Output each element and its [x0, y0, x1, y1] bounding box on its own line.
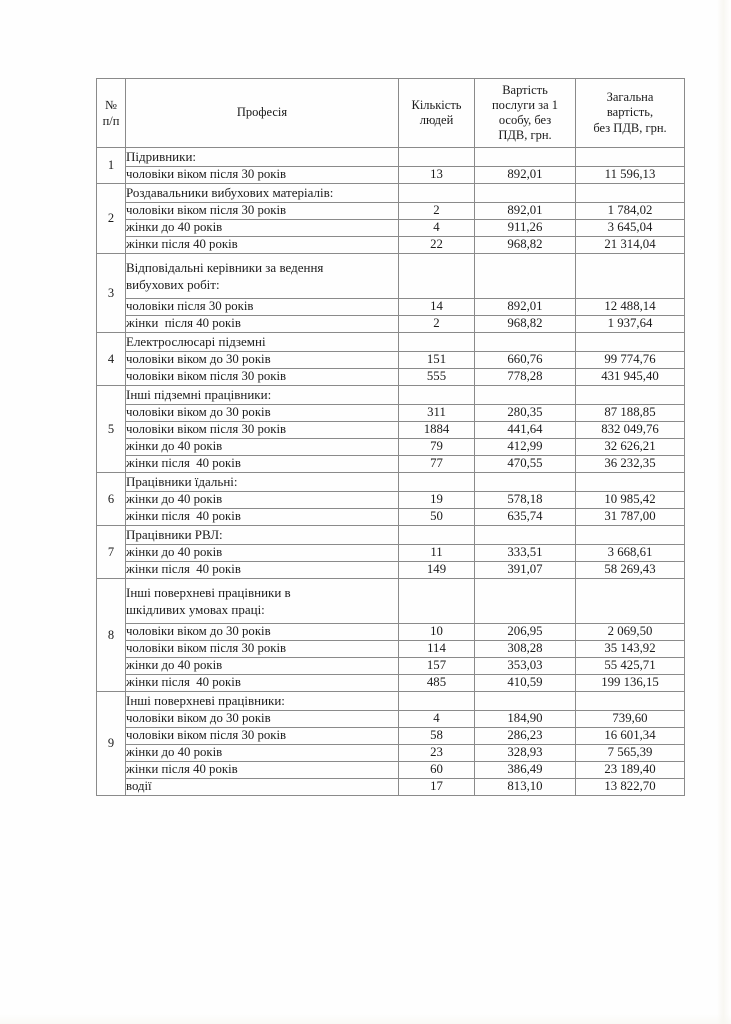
table-row: [97, 202, 685, 219]
row-total-cell: 21 314,04: [576, 236, 685, 253]
table-row: [97, 369, 685, 386]
row-total-cell: 55 425,71: [576, 658, 685, 675]
table-row: [97, 316, 685, 333]
row-count-cell: 311: [399, 405, 475, 422]
group-header-row: [97, 253, 685, 298]
group-title-line: шкідливих умовах праці:: [126, 602, 265, 618]
group-header-row: [97, 333, 685, 352]
row-price-cell: 333,51: [475, 545, 576, 562]
group-header-empty-total-cell: [576, 386, 685, 405]
row-price-cell: 470,55: [475, 456, 576, 473]
group-title-cell: [126, 526, 399, 545]
group-header-row: [97, 692, 685, 711]
row-label-cell: чоловіки після 30 років: [126, 299, 399, 316]
table-row: [97, 352, 685, 369]
group-number-cell: 1: [97, 148, 126, 184]
group-header-empty-total-cell: [576, 526, 685, 545]
row-count-cell: 23: [399, 745, 475, 762]
group-header-empty-price-cell: [475, 253, 576, 298]
table-row: [97, 456, 685, 473]
row-price-cell: 968,82: [475, 236, 576, 253]
group-header-empty-count-cell: [399, 253, 475, 298]
row-total-cell: 1 937,64: [576, 316, 685, 333]
row-label-cell: чоловіки віком до 30 років: [126, 624, 399, 641]
table-row: [97, 711, 685, 728]
row-count-cell: 157: [399, 658, 475, 675]
group-header-empty-price-cell: [475, 386, 576, 405]
row-total-cell: 87 188,85: [576, 405, 685, 422]
row-price-cell: 328,93: [475, 745, 576, 762]
row-label-cell: жінки до 40 років: [126, 439, 399, 456]
row-total-cell: 1 784,02: [576, 202, 685, 219]
column-header-total-line2: вартість,: [606, 105, 654, 120]
row-price-cell: 578,18: [475, 492, 576, 509]
table-row: [97, 762, 685, 779]
row-count-cell: 2: [399, 202, 475, 219]
row-total-cell: 199 136,15: [576, 675, 685, 692]
table-body: [97, 148, 685, 796]
row-count-cell: 50: [399, 509, 475, 526]
column-header-price-line1: Вартість: [502, 82, 548, 97]
table-row: [97, 236, 685, 253]
row-count-cell: 77: [399, 456, 475, 473]
group-header-row: [97, 526, 685, 545]
group-title-cell: [126, 579, 399, 624]
row-total-cell: 3 668,61: [576, 545, 685, 562]
group-header-empty-total-cell: [576, 473, 685, 492]
group-header-empty-count-cell: [399, 183, 475, 202]
group-title-line: Відповідальні керівники за ведення: [126, 259, 324, 275]
table-row: [97, 422, 685, 439]
row-label-cell: чоловіки віком до 30 років: [126, 711, 399, 728]
row-price-cell: 778,28: [475, 369, 576, 386]
group-header-empty-total-cell: [576, 333, 685, 352]
row-price-cell: 391,07: [475, 562, 576, 579]
row-total-cell: 23 189,40: [576, 762, 685, 779]
row-total-cell: 739,60: [576, 711, 685, 728]
row-total-cell: 3 645,04: [576, 219, 685, 236]
row-label-cell: чоловіки віком до 30 років: [126, 405, 399, 422]
row-price-cell: 892,01: [475, 202, 576, 219]
group-title-line: вибухових робіт:: [126, 277, 220, 293]
cost-table: [96, 78, 685, 796]
table-header: [97, 79, 685, 148]
group-title-line: Підривники:: [126, 148, 197, 164]
row-count-cell: 4: [399, 219, 475, 236]
row-price-cell: 308,28: [475, 641, 576, 658]
table-row: [97, 562, 685, 579]
row-label-cell: чоловіки віком після 30 років: [126, 422, 399, 439]
row-label-cell: жінки після 40 років: [126, 675, 399, 692]
group-header-empty-count-cell: [399, 333, 475, 352]
group-header-empty-price-cell: [475, 148, 576, 167]
group-title-line: Інші підземні працівники:: [126, 386, 272, 402]
row-price-cell: 892,01: [475, 167, 576, 184]
group-header-empty-total-cell: [576, 692, 685, 711]
column-header-count-line1: Кількість: [411, 97, 462, 112]
row-count-cell: 114: [399, 641, 475, 658]
row-price-cell: 286,23: [475, 728, 576, 745]
row-total-cell: 2 069,50: [576, 624, 685, 641]
table-row: [97, 167, 685, 184]
group-header-row: [97, 579, 685, 624]
group-number-cell: 9: [97, 692, 126, 796]
row-count-cell: 14: [399, 299, 475, 316]
table-row: [97, 728, 685, 745]
group-header-row: [97, 183, 685, 202]
group-header-row: [97, 386, 685, 405]
row-price-cell: 813,10: [475, 779, 576, 796]
row-total-cell: 99 774,76: [576, 352, 685, 369]
row-total-cell: 13 822,70: [576, 779, 685, 796]
page-edge-shadow-right: [717, 0, 731, 1024]
row-count-cell: 555: [399, 369, 475, 386]
group-number-cell: 8: [97, 579, 126, 692]
row-label-cell: чоловіки віком після 30 років: [126, 641, 399, 658]
group-header-empty-count-cell: [399, 386, 475, 405]
row-label-cell: чоловіки віком після 30 років: [126, 728, 399, 745]
group-title-line: Інші поверхневі працівники:: [126, 692, 285, 708]
row-count-cell: 60: [399, 762, 475, 779]
row-label-cell: жінки до 40 років: [126, 219, 399, 236]
column-header-price-line3: особу, без: [498, 113, 552, 127]
row-price-cell: 892,01: [475, 299, 576, 316]
group-header-empty-price-cell: [475, 183, 576, 202]
row-count-cell: 13: [399, 167, 475, 184]
group-number-cell: 3: [97, 253, 126, 332]
row-count-cell: 149: [399, 562, 475, 579]
table-row: [97, 745, 685, 762]
row-label-cell: чоловіки віком після 30 років: [126, 167, 399, 184]
group-number-cell: 6: [97, 473, 126, 526]
row-total-cell: 36 232,35: [576, 456, 685, 473]
row-count-cell: 22: [399, 236, 475, 253]
group-header-empty-price-cell: [475, 333, 576, 352]
row-total-cell: 431 945,40: [576, 369, 685, 386]
group-number-cell: 2: [97, 183, 126, 253]
group-title-line: Працівники їдальні:: [126, 473, 238, 489]
row-total-cell: 32 626,21: [576, 439, 685, 456]
row-label-cell: жінки після 40 років: [126, 456, 399, 473]
row-count-cell: 151: [399, 352, 475, 369]
row-price-cell: 968,82: [475, 316, 576, 333]
row-label-cell: чоловіки віком після 30 років: [126, 369, 399, 386]
group-header-empty-price-cell: [475, 473, 576, 492]
row-price-cell: 412,99: [475, 439, 576, 456]
group-number-cell: 4: [97, 333, 126, 386]
row-total-cell: 35 143,92: [576, 641, 685, 658]
group-title-line: Електрослюсарі підземні: [126, 333, 266, 349]
table-row: [97, 405, 685, 422]
table-row: [97, 299, 685, 316]
row-total-cell: 11 596,13: [576, 167, 685, 184]
column-header-number-line2: п/п: [102, 114, 120, 128]
row-price-cell: 635,74: [475, 509, 576, 526]
table-row: [97, 492, 685, 509]
row-count-cell: 10: [399, 624, 475, 641]
column-header-total-line1: Загальна: [606, 90, 654, 105]
row-total-cell: 10 985,42: [576, 492, 685, 509]
row-total-cell: 16 601,34: [576, 728, 685, 745]
column-header-price: [475, 79, 576, 148]
group-title-line: Працівники РВЛ:: [126, 526, 223, 542]
column-header-number: [97, 79, 126, 148]
group-header-empty-count-cell: [399, 473, 475, 492]
group-title-line: Інші поверхневі працівники в: [126, 585, 291, 601]
row-label-cell: жінки до 40 років: [126, 492, 399, 509]
group-title-cell: [126, 692, 399, 711]
group-header-empty-total-cell: [576, 253, 685, 298]
group-header-empty-count-cell: [399, 148, 475, 167]
row-price-cell: 660,76: [475, 352, 576, 369]
group-header-empty-price-cell: [475, 579, 576, 624]
table-row: [97, 641, 685, 658]
row-label-cell: жінки після 40 років: [126, 762, 399, 779]
row-price-cell: 184,90: [475, 711, 576, 728]
page-edge-shadow-bottom: [0, 1014, 731, 1024]
group-title-cell: [126, 333, 399, 352]
table-row: [97, 779, 685, 796]
row-total-cell: 12 488,14: [576, 299, 685, 316]
row-count-cell: 17: [399, 779, 475, 796]
row-label-cell: жінки після 40 років: [126, 236, 399, 253]
row-total-cell: 31 787,00: [576, 509, 685, 526]
row-count-cell: 19: [399, 492, 475, 509]
group-header-empty-price-cell: [475, 526, 576, 545]
row-price-cell: 280,35: [475, 405, 576, 422]
table-row: [97, 624, 685, 641]
row-label-cell: водії: [126, 779, 399, 796]
row-label-cell: жінки після 40 років: [126, 562, 399, 579]
group-header-empty-price-cell: [475, 692, 576, 711]
table-row: [97, 439, 685, 456]
column-header-count-line2: людей: [419, 113, 454, 127]
row-count-cell: 79: [399, 439, 475, 456]
row-count-cell: 2: [399, 316, 475, 333]
group-header-row: [97, 473, 685, 492]
column-header-number-line1: №: [105, 97, 117, 112]
group-header-empty-total-cell: [576, 148, 685, 167]
column-header-total: [576, 79, 685, 148]
row-count-cell: 11: [399, 545, 475, 562]
row-label-cell: жінки до 40 років: [126, 545, 399, 562]
cost-table-container: [96, 78, 684, 796]
group-title-cell: [126, 183, 399, 202]
group-title-cell: [126, 148, 399, 167]
row-count-cell: 1884: [399, 422, 475, 439]
row-label-cell: жінки після 40 років: [126, 316, 399, 333]
row-count-cell: 4: [399, 711, 475, 728]
group-header-row: [97, 148, 685, 167]
row-total-cell: 832 049,76: [576, 422, 685, 439]
table-row: [97, 509, 685, 526]
row-label-cell: жінки до 40 років: [126, 658, 399, 675]
column-header-price-line2: послуги за 1: [491, 97, 559, 112]
header-row: [97, 79, 685, 148]
column-header-count: [399, 79, 475, 148]
table-row: [97, 545, 685, 562]
group-header-empty-count-cell: [399, 579, 475, 624]
group-title-line: Роздавальники вибухових матеріалів:: [126, 184, 334, 200]
group-number-cell: 5: [97, 386, 126, 473]
column-header-total-line3: без ПДВ, грн.: [593, 120, 667, 135]
row-price-cell: 911,26: [475, 219, 576, 236]
row-label-cell: жінки до 40 років: [126, 745, 399, 762]
row-label-cell: чоловіки віком після 30 років: [126, 202, 399, 219]
table-row: [97, 219, 685, 236]
row-price-cell: 353,03: [475, 658, 576, 675]
row-price-cell: 410,59: [475, 675, 576, 692]
table-row: [97, 675, 685, 692]
row-count-cell: 485: [399, 675, 475, 692]
group-header-empty-total-cell: [576, 579, 685, 624]
column-header-profession: Професія: [126, 79, 399, 148]
group-title-cell: [126, 253, 399, 298]
row-price-cell: 441,64: [475, 422, 576, 439]
row-count-cell: 58: [399, 728, 475, 745]
group-header-empty-count-cell: [399, 526, 475, 545]
row-price-cell: 386,49: [475, 762, 576, 779]
row-total-cell: 7 565,39: [576, 745, 685, 762]
group-number-cell: 7: [97, 526, 126, 579]
group-title-cell: [126, 473, 399, 492]
table-row: [97, 658, 685, 675]
group-title-cell: [126, 386, 399, 405]
row-price-cell: 206,95: [475, 624, 576, 641]
row-label-cell: чоловіки віком до 30 років: [126, 352, 399, 369]
group-header-empty-total-cell: [576, 183, 685, 202]
row-total-cell: 58 269,43: [576, 562, 685, 579]
group-header-empty-count-cell: [399, 692, 475, 711]
column-header-price-line4: ПДВ, грн.: [498, 128, 552, 143]
row-label-cell: жінки після 40 років: [126, 509, 399, 526]
